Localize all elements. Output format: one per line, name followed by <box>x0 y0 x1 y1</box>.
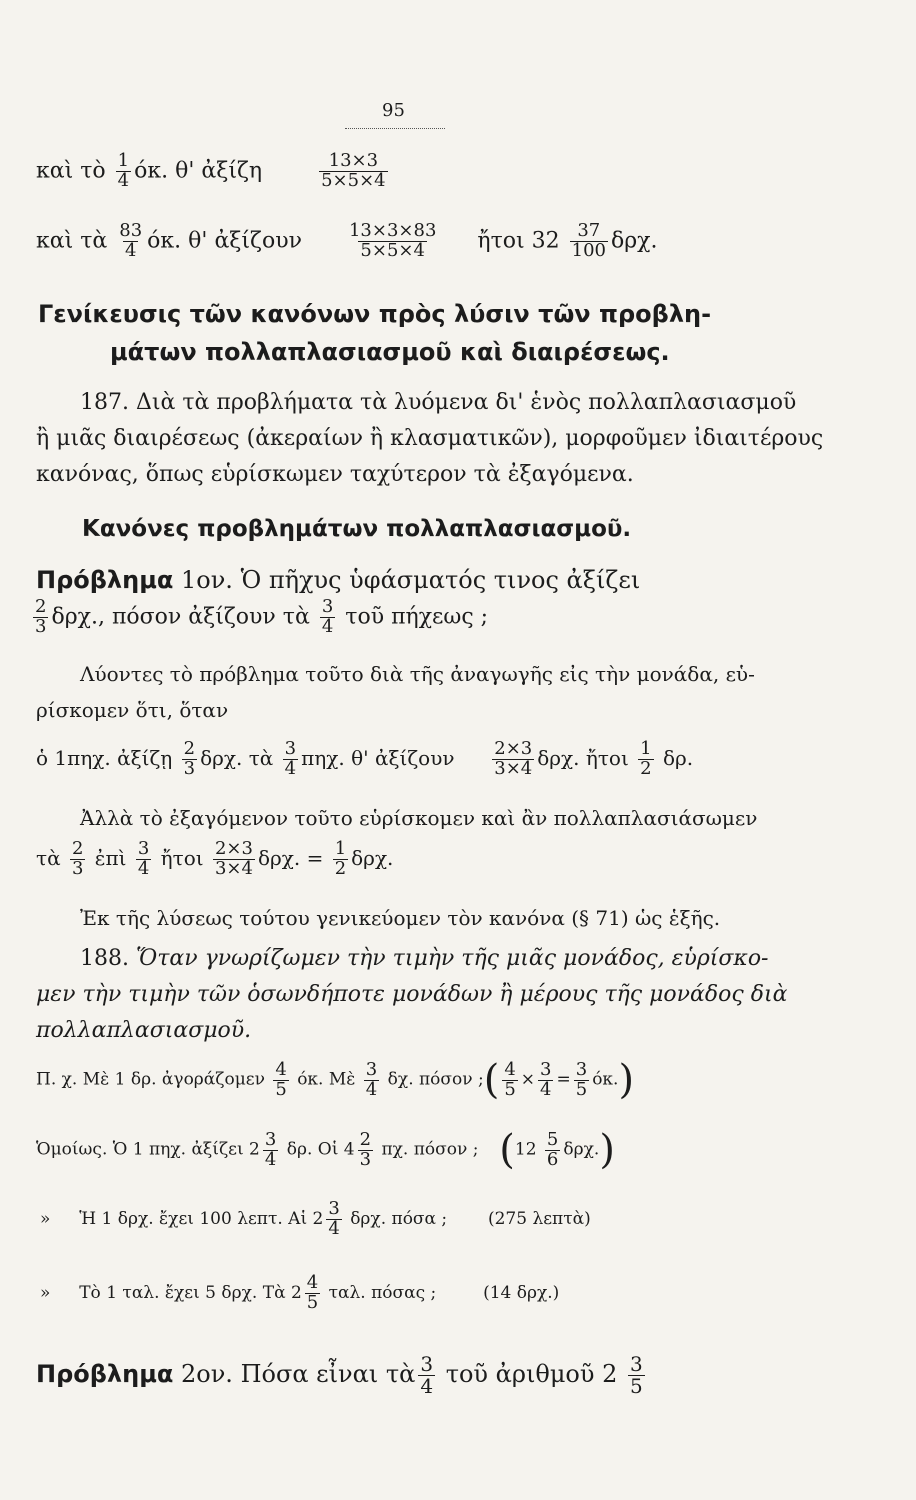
times-sign: × <box>520 1069 536 1090</box>
fraction: $\frac{3}{4}$ <box>328 1198 340 1239</box>
fraction: $\frac{3}{4}$ <box>365 1058 378 1100</box>
text: δρχ. <box>563 1139 600 1160</box>
text: καὶ τὸ <box>36 158 106 184</box>
problem-label: Πρόβλημα <box>36 1360 174 1388</box>
para-188-line-2: μεν τὴν τιμὴν τῶν ὁσωνδήποτε μονάδων ἢ μέρους τῆς μονάδος διὰ <box>36 982 788 1007</box>
text: ὁ 1πηχ. ἀξίζῃ <box>36 745 173 770</box>
example-1 <box>36 1057 635 1103</box>
text: Π. χ. Μὲ 1 δρ. ἀγοράζομεν <box>36 1069 265 1090</box>
text-line-ek: Ἐκ τῆς λύσεως τούτου γενικεύομεν τὸν κανόνα (§ 71) ὡς ἑξῆς. <box>80 906 721 930</box>
equation-1 <box>36 740 693 779</box>
fraction: $\frac{1}{2}$ <box>334 838 347 879</box>
para-188-line-3: πολλαπλασιασμοῦ. <box>36 1018 252 1043</box>
text: όκ. θ' ἀξίζη <box>134 158 263 184</box>
calc-line-1 <box>36 152 391 191</box>
para-187-line-1: 187. Διὰ τὰ προβλήματα τὰ λυόμενα δι' ἑνὸς πολλαπλασιασμοῦ <box>80 390 797 415</box>
open-paren: ( <box>483 1057 500 1103</box>
text-line-alla: Ἀλλὰ τὸ ἐξαγόμενον τοῦτο εὑρίσκομεν καὶ ἂν πολλαπλασιάσωμεν <box>80 806 758 830</box>
fraction: $\frac{1}{2}$ <box>640 738 652 779</box>
equation-2 <box>36 840 393 879</box>
fraction: $\frac{4}{5}$ <box>275 1058 287 1100</box>
fraction: $\frac{4}{5}$ <box>306 1272 319 1313</box>
fraction: $\frac{4}{5}$ <box>504 1058 516 1100</box>
text: 2ον. Πόσα εἶναι τὰ <box>181 1360 416 1388</box>
text: δρ. <box>662 745 694 770</box>
fraction: $\frac{3}{4}$ <box>540 1058 552 1100</box>
fraction: $\frac{2}{3}$ <box>35 596 47 637</box>
para-187-line-3: κανόνας, ὅπως εὑρίσκωμεν ταχύτερον τὰ ἐξαγόμενα. <box>36 462 634 487</box>
close-paren: ) <box>599 1127 615 1173</box>
problem-label: Πρόβλημα <box>36 566 174 594</box>
text: δρχ. ἤτοι <box>537 745 629 770</box>
text: δρχ. = <box>257 845 324 870</box>
text: τὰ <box>36 845 61 870</box>
fraction: $\frac{2\times 3}{3\times 4}$ <box>214 838 253 879</box>
para-187-line-2: ἢ μιᾶς διαιρέσεως (ἀκεραίων ἢ κλασματικῶν), μορφοῦμεν ἰδιαιτέρους <box>36 426 824 451</box>
fraction: $\frac{37}{100}$ <box>571 220 606 261</box>
fraction: $\frac{13\times 3}{5\times 5\times 4}$ <box>321 150 386 191</box>
text: ταλ. πόσας ; <box>328 1282 437 1303</box>
fraction: $\frac{3}{4}$ <box>321 596 334 637</box>
text: δχ. πόσον ; <box>387 1069 484 1090</box>
ditto-mark: » <box>40 1208 51 1229</box>
text: Ὅταν γνωρίζωμεν τὴν τιμὴν τῆς μιᾶς μονάδος, εὑρίσκο- <box>135 946 769 971</box>
text: 1ον. Ὁ πῆχυς ὑφάσματός τινος ἀξίζει <box>181 566 641 594</box>
answer: (14 δρχ.) <box>483 1282 560 1303</box>
answer: (275 λεπτὰ) <box>487 1208 591 1229</box>
text: 12 <box>514 1139 537 1160</box>
fraction: $\frac{13\times 3\times 83}{5\times 5\times 4}$ <box>348 220 437 261</box>
text: Τὸ 1 ταλ. ἔχει 5 δρχ. Τὰ 2 <box>79 1282 302 1303</box>
fraction: $\frac{2}{3}$ <box>359 1128 372 1170</box>
text: τοῦ ἀριθμοῦ 2 <box>445 1360 618 1388</box>
section-heading-line-2: μάτων πολλαπλασιασμοῦ καὶ διαιρέσεως. <box>110 338 670 366</box>
text: ἤτοι <box>160 845 204 870</box>
calc-line-2 <box>36 222 658 261</box>
para-number: 188. <box>80 946 129 971</box>
fraction: $\frac{3}{4}$ <box>420 1352 434 1398</box>
section-heading-line-1: Γενίκευσις τῶν κανόνων πρὸς λύσιν τῶν προβλη- <box>38 300 712 328</box>
fraction: $\frac{83}{4}$ <box>119 220 143 261</box>
fraction: $\frac{1}{4}$ <box>117 150 130 191</box>
example-3 <box>40 1200 591 1239</box>
text: πχ. πόσον ; <box>381 1139 479 1160</box>
example-2 <box>36 1127 615 1173</box>
problem-2-line <box>36 1354 648 1397</box>
text: όκ. <box>592 1069 619 1090</box>
open-paren: ( <box>499 1127 515 1173</box>
text: δρχ. <box>610 228 658 254</box>
fraction: $\frac{2\times 3}{3\times 4}$ <box>494 738 533 779</box>
text: δρχ. τὰ <box>200 745 274 770</box>
fraction: $\frac{5}{6}$ <box>546 1128 559 1170</box>
text: δρχ., πόσον ἀξίζουν τὰ <box>51 604 310 630</box>
text: τοῦ πήχεως ; <box>345 604 489 630</box>
ditto-mark: » <box>40 1282 51 1303</box>
example-4 <box>40 1274 559 1313</box>
problem-1-line-1 <box>36 568 640 592</box>
fraction: $\frac{3}{4}$ <box>284 738 297 779</box>
close-paren: ) <box>618 1057 635 1103</box>
text: όκ. Μὲ <box>297 1069 356 1090</box>
text: πηχ. θ' ἀξίζουν <box>301 745 455 770</box>
fraction: $\frac{3}{5}$ <box>575 1058 588 1100</box>
text: Ὁμοίως. Ὁ 1 πηχ. ἀξίζει 2 <box>36 1139 260 1160</box>
text: δρχ. <box>351 845 394 870</box>
text: ἐπὶ <box>94 845 127 870</box>
fraction: $\frac{2}{3}$ <box>71 838 84 879</box>
para-188-line-1 <box>80 948 769 970</box>
text: δρ. Οἱ 4 <box>286 1139 355 1160</box>
equals-sign: = <box>556 1069 571 1090</box>
text: όκ. θ' ἀξίζουν <box>147 228 302 254</box>
page-number-rule <box>345 128 445 129</box>
text: Ἡ 1 δρχ. ἔχει 100 λεπτ. Αἱ 2 <box>79 1208 324 1229</box>
fraction: $\frac{3}{5}$ <box>630 1352 643 1398</box>
text: δρχ. πόσα ; <box>350 1208 448 1229</box>
fraction: $\frac{3}{4}$ <box>264 1128 277 1170</box>
text: καὶ τὰ <box>36 228 108 254</box>
subheading: Κανόνες προβλημάτων πολλαπλασιασμοῦ. <box>82 516 632 542</box>
solve-line-1: Λύοντες τὸ πρόβλημα τοῦτο διὰ τῆς ἀναγωγῆς εἰς τὴν μονάδα, εὑ- <box>80 662 755 686</box>
problem-1-line-2 <box>30 598 488 637</box>
text: ἤτοι 32 <box>477 228 560 254</box>
fraction: $\frac{2}{3}$ <box>183 738 196 779</box>
solve-line-2: ρίσκομεν ὅτι, ὅταν <box>36 698 229 722</box>
page-number: 95 <box>382 100 405 121</box>
fraction: $\frac{3}{4}$ <box>137 838 150 879</box>
